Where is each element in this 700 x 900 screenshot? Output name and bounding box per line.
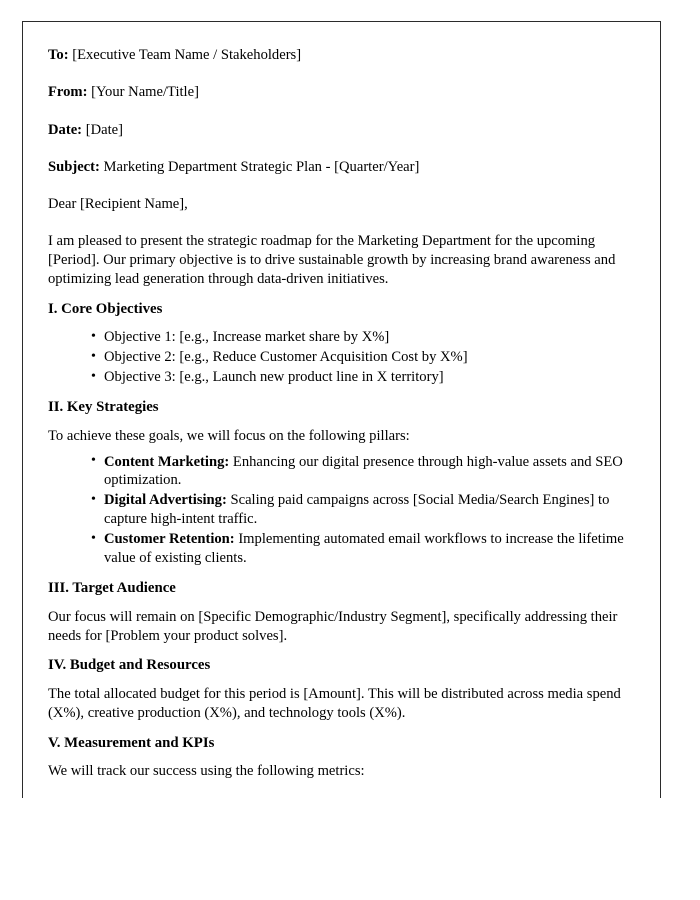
key-strategies-intro: To achieve these goals, we will focus on the following pillars: (48, 427, 410, 444)
budget-and-resources-paragraph: The total allocated budget for this period is [Amount]. This will be distributed across media spend (X%), creative production (X%), and technology tools (X%). (48, 685, 621, 721)
intro-paragraph: I am pleased to present the strategic roadmap for the Marketing Department for the upcoming [Period]. Our primary objective is to drive sustainable growth by increasing brand awareness and optimizing lead generation through data-driven initiatives. (48, 233, 616, 288)
list-item: • Objective 1: [e.g., Increase market share by X%] (91, 328, 634, 347)
core-objectives-list (48, 328, 634, 387)
list-item: • Objective 3: [e.g., Launch new product line in X territory] (91, 368, 634, 387)
memo-field-from-value: [Your Name/Title] (91, 84, 199, 101)
memo-field-to-label: To: (48, 47, 69, 63)
list-item-lead: Customer Retention: (104, 531, 235, 548)
memo-field-subject (48, 158, 634, 177)
salutation: Dear [Recipient Name], (48, 196, 188, 212)
memo-field-to-value: [Executive Team Name / Stakeholders] (72, 47, 302, 63)
list-item-text: Enhancing our digital presence through high-value assets and SEO optimization. (104, 453, 623, 489)
list-item-lead: Content Marketing: (104, 453, 230, 470)
memo-field-date-value: [Date] (85, 121, 123, 138)
list-item (91, 453, 634, 491)
list-item: • Objective 2: [e.g., Reduce Customer Acquisition Cost by X%] (91, 348, 634, 367)
memo-field-to (48, 46, 634, 65)
memo-field-subject-value: Marketing Department Strategic Plan - [Quarter/Year] (103, 158, 420, 175)
memo-field-subject-label: Subject: (48, 158, 100, 175)
section-heading-key-strategies: II. Key Strategies (48, 399, 159, 416)
document-body (23, 22, 660, 781)
target-audience-paragraph: Our focus will remain on [Specific Demographic/Industry Segment], specifically addressing their needs for [Problem your product solves]. (48, 608, 618, 644)
memo-field-from-label: From: (48, 84, 88, 101)
list-item-text: Scaling paid campaigns across [Social Media/Search Engines] to capture high-intent traffic. (104, 492, 610, 528)
measurement-and-kpis-paragraph: We will track our success using the following metrics: (48, 762, 365, 779)
section-heading-measurement-and-kpis: V. Measurement and KPIs (48, 734, 215, 751)
memo-field-from (48, 83, 634, 102)
list-item-text: Implementing automated email workflows to increase the lifetime value of existing clients. (104, 531, 624, 567)
memo-field-date-label: Date: (48, 121, 83, 138)
list-item (91, 491, 634, 529)
section-heading-target-audience: III. Target Audience (48, 580, 176, 597)
list-item (91, 530, 634, 568)
document-page (22, 21, 661, 798)
section-heading-budget-and-resources: IV. Budget and Resources (48, 657, 211, 674)
section-heading-core-objectives: I. Core Objectives (48, 301, 163, 318)
key-strategies-list (48, 453, 634, 569)
memo-field-date (48, 121, 634, 140)
list-item-lead: Digital Advertising: (104, 492, 227, 509)
